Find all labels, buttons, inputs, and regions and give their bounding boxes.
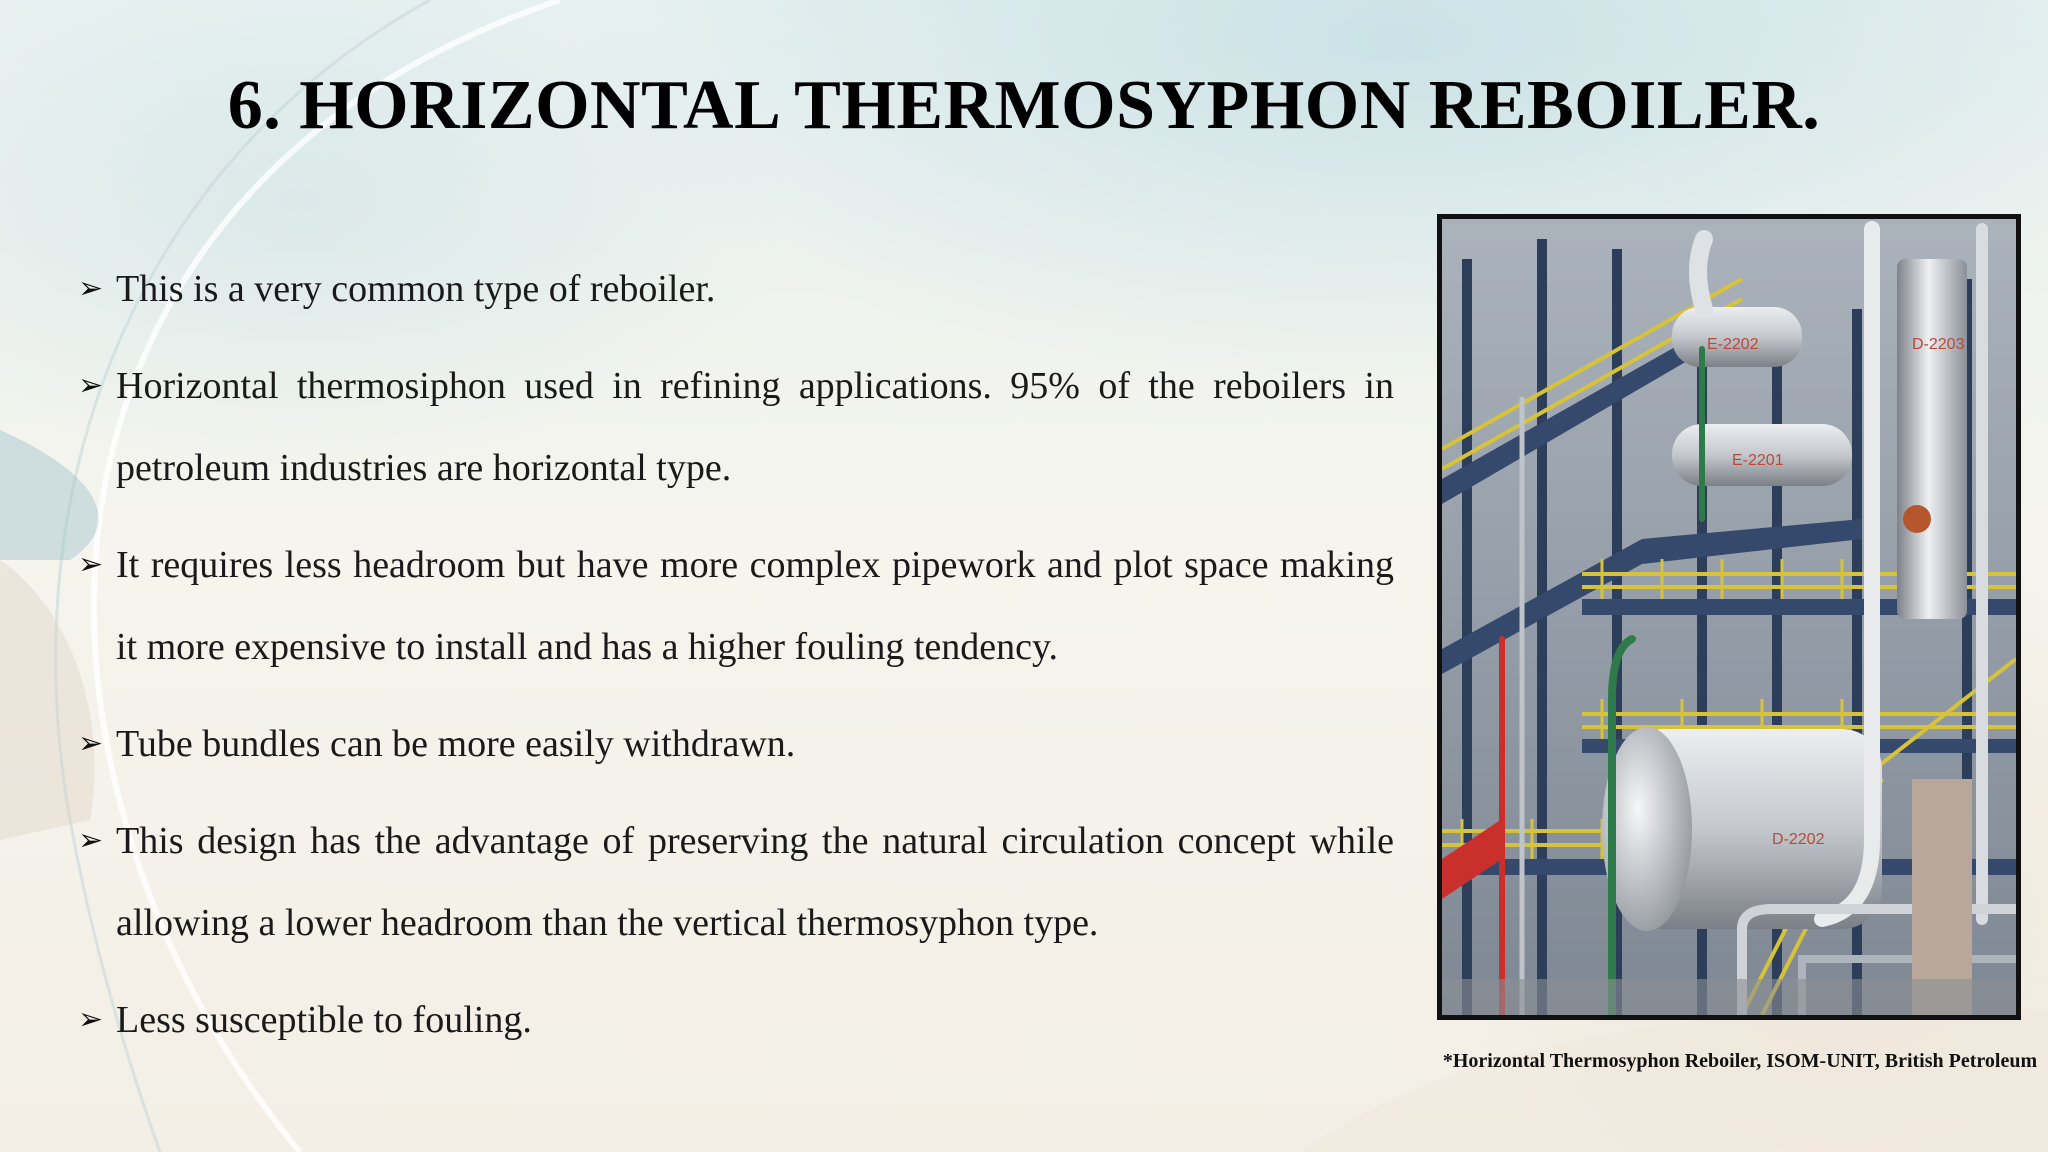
bullet-text: This design has the advantage of preserving the natural circulation concept while allowing a lower headroom than the vertical thermosyphon type. — [116, 820, 1394, 944]
bullet-item — [78, 800, 1394, 964]
photo-caption: *Horizontal Thermosyphon Reboiler, ISOM-UNIT, British Petroleum — [1442, 1050, 2038, 1072]
slide-title: 6. HORIZONTAL THERMOSYPHON REBOILER. — [227, 67, 1821, 144]
equipment-label: E-2201 — [1732, 452, 1784, 469]
arrow-bullet-icon: ➢ — [78, 824, 104, 857]
reboiler-photo — [1437, 214, 2021, 1020]
bullet-text: It requires less headroom but have more complex pipework and plot space making it more expensive to install and has a higher fouling tendency. — [116, 544, 1394, 668]
equipment-label: E-2202 — [1707, 336, 1759, 353]
bullet-item — [78, 248, 1394, 330]
arrow-bullet-icon: ➢ — [78, 1003, 104, 1036]
bullet-item — [78, 345, 1394, 509]
bullet-text: Tube bundles can be more easily withdrawn. — [116, 723, 796, 765]
refinery-illustration — [1442, 219, 2016, 1015]
arrow-bullet-icon: ➢ — [78, 369, 104, 402]
bullet-list — [78, 248, 1394, 1076]
equipment-label: D-2203 — [1912, 336, 1965, 353]
bullet-text: This is a very common type of reboiler. — [116, 268, 716, 310]
bullet-item — [78, 524, 1394, 688]
equipment-label: D-2202 — [1772, 831, 1825, 848]
arrow-bullet-icon: ➢ — [78, 548, 104, 581]
arrow-bullet-icon: ➢ — [78, 727, 104, 760]
bullet-item — [78, 979, 1394, 1061]
bullet-text: Less susceptible to fouling. — [116, 999, 532, 1041]
bullet-item — [78, 703, 1394, 785]
arrow-bullet-icon: ➢ — [78, 272, 104, 305]
bullet-text: Horizontal thermosiphon used in refining applications. 95% of the reboilers in petroleum industries are horizontal type. — [116, 365, 1394, 489]
